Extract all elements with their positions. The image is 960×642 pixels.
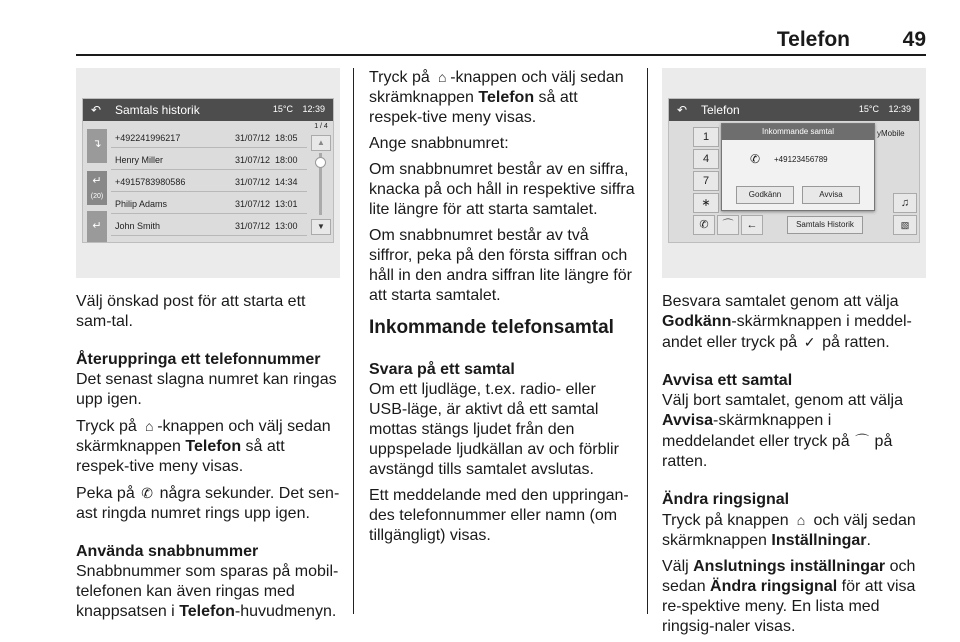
- text-run: -skärmknappen i meddelandet eller tryck på: [662, 412, 855, 450]
- incoming-calls-heading: Inkommande telefonsamtal: [369, 317, 614, 338]
- home-icon: ⌂: [144, 418, 154, 434]
- call-history-figure: [76, 68, 340, 278]
- phone-icon: ✆: [141, 485, 154, 501]
- speed-dial-heading: Använda snabbnummer: [76, 543, 259, 560]
- text-run: för att visa re-spektive meny. En lista med ringsig-naler visas.: [662, 578, 916, 635]
- intro-paragraph: Välj önskad post för att starta ett sam-tal.: [76, 293, 306, 330]
- speaker-icon[interactable]: ▧: [893, 215, 917, 235]
- text-run: på ratten.: [817, 334, 890, 351]
- call-history-screen: [82, 98, 334, 243]
- text-run: -knappen och välj sedan skrämknappen: [369, 69, 624, 106]
- accept-paragraph: [662, 292, 928, 353]
- text-run-bold: Anslutnings inställningar: [693, 558, 886, 575]
- single-digit-paragraph: Om snabbnumret består av en siffra, knacka på och håll in respektive siffra lite längre för att starta samtalet.: [369, 161, 635, 218]
- speed-dial-paragraph-2: [369, 67, 635, 128]
- text-run: Tryck på: [369, 69, 435, 86]
- text-run: Välj: [662, 558, 694, 575]
- text-run: -skärmknappen i meddel-andet eller tryck på: [662, 313, 912, 351]
- table-row[interactable]: [111, 193, 307, 214]
- text-run: så att respek-tive meny visas.: [369, 89, 578, 126]
- text-run-bold: Inställningar: [771, 532, 867, 549]
- text-run-bold: Avvisa: [662, 412, 713, 429]
- row-time: 14:34: [275, 177, 298, 187]
- text-run-bold: Godkänn: [662, 313, 732, 330]
- table-row[interactable]: [111, 149, 307, 170]
- row-date: 31/07/12: [235, 133, 271, 143]
- text-run-bold: Telefon: [478, 89, 535, 106]
- table-row[interactable]: [111, 215, 307, 236]
- scrollbar-thumb[interactable]: [315, 157, 326, 168]
- missed-call-count: (20): [90, 193, 104, 200]
- keypad-key-4[interactable]: 4: [693, 149, 719, 169]
- screen-title: Samtals historik: [115, 103, 200, 117]
- row-name: +4915783980586: [115, 177, 186, 187]
- screen-top-bar: [83, 99, 333, 121]
- steering-hangup-icon: ⌒: [855, 433, 870, 449]
- text-run: på ratten.: [662, 433, 893, 470]
- incoming-call-screen: [668, 98, 920, 243]
- row-name: +492241996217: [115, 133, 181, 143]
- keypad-key-star[interactable]: ∗: [693, 193, 719, 213]
- row-date: 31/07/12: [235, 221, 271, 231]
- redial-paragraph-2: [76, 416, 342, 477]
- text-run: Snabbnummer som sparas på mobil-telefonen kan även ringas med knappsatsen i: [76, 563, 339, 620]
- redial-paragraph-3: [76, 483, 342, 524]
- speed-dial-paragraph: [76, 562, 342, 622]
- table-row[interactable]: [111, 171, 307, 192]
- back-arrow-icon[interactable]: ↶: [91, 103, 102, 117]
- row-name: John Smith: [115, 221, 161, 231]
- page-header-title: Telefon: [776, 28, 850, 51]
- answer-paragraph-1: Om ett ljudläge, t.ex. radio- eller USB-läge, är aktivt då ett samtal mottas stängs ljudet från den uppspelade ljudkällan av och förblir avstängd tills samtalet avslutas.: [369, 381, 619, 478]
- column-3: [662, 292, 928, 642]
- row-time: 18:00: [275, 155, 298, 165]
- missed-call-icon: ↵ (20): [87, 171, 107, 205]
- temperature: 15°C: [858, 104, 879, 114]
- scroll-down-button[interactable]: ▼: [311, 219, 331, 235]
- clock: 12:39: [888, 104, 911, 114]
- reject-button[interactable]: Avvisa: [802, 186, 860, 204]
- redial-heading: Återuppringa ett telefonnummer: [76, 351, 321, 368]
- column-2: [369, 67, 635, 552]
- incoming-call-figure: [662, 68, 926, 278]
- text-run: Tryck på: [76, 418, 142, 435]
- text-run: så att respek-tive meny visas.: [76, 438, 285, 475]
- outgoing-call-icon: ↴: [87, 129, 107, 163]
- phone-icon[interactable]: ✆: [693, 215, 715, 235]
- call-history-button[interactable]: Samtals Historik: [787, 216, 863, 234]
- text-run: och sedan: [662, 558, 916, 595]
- text-run-bold: Telefon: [185, 438, 242, 455]
- mobile-device-label: yMobile: [877, 129, 905, 138]
- reject-paragraph: [662, 391, 928, 472]
- text-run-bold: Telefon: [179, 603, 235, 620]
- ringtone-paragraph-2: [662, 557, 928, 637]
- text-run: -huvudmenyn.: [234, 603, 337, 620]
- caller-phone-icon: ✆: [750, 152, 761, 166]
- text-run: .: [866, 532, 871, 549]
- row-name: Henry Miller: [115, 155, 164, 165]
- table-row[interactable]: [111, 127, 307, 148]
- home-icon: ⌂: [796, 512, 806, 528]
- answer-paragraph-2: Ett meddelande med den uppringan-des telefonnummer eller namn (om tillgängligt) visas.: [369, 487, 629, 544]
- column-divider-2: [647, 68, 648, 614]
- popup-title: Inkommande samtal: [722, 124, 874, 140]
- row-time: 13:01: [275, 199, 298, 209]
- text-run: Peka på: [76, 485, 140, 502]
- ringtone-heading: Ändra ringsignal: [662, 491, 790, 508]
- row-time: 13:00: [275, 221, 298, 231]
- text-run: och välj sedan skärmknappen: [662, 512, 916, 549]
- page-number: 49: [902, 28, 926, 51]
- text-run: Tryck på knappen: [662, 512, 794, 529]
- two-digit-paragraph: Om snabbnumret består av två siffror, peka på den första siffran och håll in den andra siffran lite längre för att starta samtalet.: [369, 227, 632, 304]
- mute-mic-icon[interactable]: ♫: [893, 193, 917, 213]
- column-1: [76, 292, 342, 628]
- column-divider-1: [353, 68, 354, 614]
- keypad-key-7[interactable]: 7: [693, 171, 719, 191]
- back-arrow-icon[interactable]: ↶: [677, 103, 688, 117]
- reject-call-heading: Avvisa ett samtal: [662, 372, 793, 389]
- text-run: Välj bort samtalet, genom att välja: [662, 392, 904, 409]
- keypad-key-1[interactable]: 1: [693, 127, 719, 147]
- hangup-icon[interactable]: ⌒: [717, 215, 739, 235]
- answer-call-heading: Svara på ett samtal: [369, 361, 515, 378]
- home-icon: ⌂: [437, 69, 447, 85]
- text-run: Besvara samtalet genom att välja: [662, 293, 899, 310]
- clock: 12:39: [302, 104, 325, 114]
- temperature: 15°C: [272, 104, 293, 114]
- row-name: Philip Adams: [115, 199, 168, 209]
- row-date: 31/07/12: [235, 199, 271, 209]
- page-indicator: 1 / 4: [314, 123, 328, 130]
- ringtone-paragraph-1: [662, 510, 928, 551]
- row-date: 31/07/12: [235, 177, 271, 187]
- scroll-up-button[interactable]: ▲: [311, 135, 331, 151]
- redial-paragraph-1: Det senast slagna numret kan ringas upp igen.: [76, 371, 337, 408]
- text-run: några sekunder. Det sen-ast ringda numret rings upp igen.: [76, 485, 340, 522]
- screen-top-bar: [669, 99, 919, 121]
- text-run-bold: Ändra ringsignal: [710, 578, 838, 595]
- header-rule: [76, 54, 926, 56]
- incoming-call-popup: [721, 123, 875, 211]
- text-run: -knappen och välj sedan skärmknappen: [76, 418, 331, 455]
- steering-answer-icon: ✓: [803, 334, 816, 350]
- incoming-call-icon: ↵: [87, 211, 107, 243]
- delete-icon[interactable]: ←: [741, 215, 763, 235]
- screen-title: Telefon: [701, 103, 740, 117]
- caller-number: +49123456789: [774, 155, 828, 164]
- accept-button[interactable]: Godkänn: [736, 186, 794, 204]
- row-time: 18:05: [275, 133, 298, 143]
- row-date: 31/07/12: [235, 155, 271, 165]
- enter-speed-dial: Ange snabbnumret:: [369, 135, 509, 152]
